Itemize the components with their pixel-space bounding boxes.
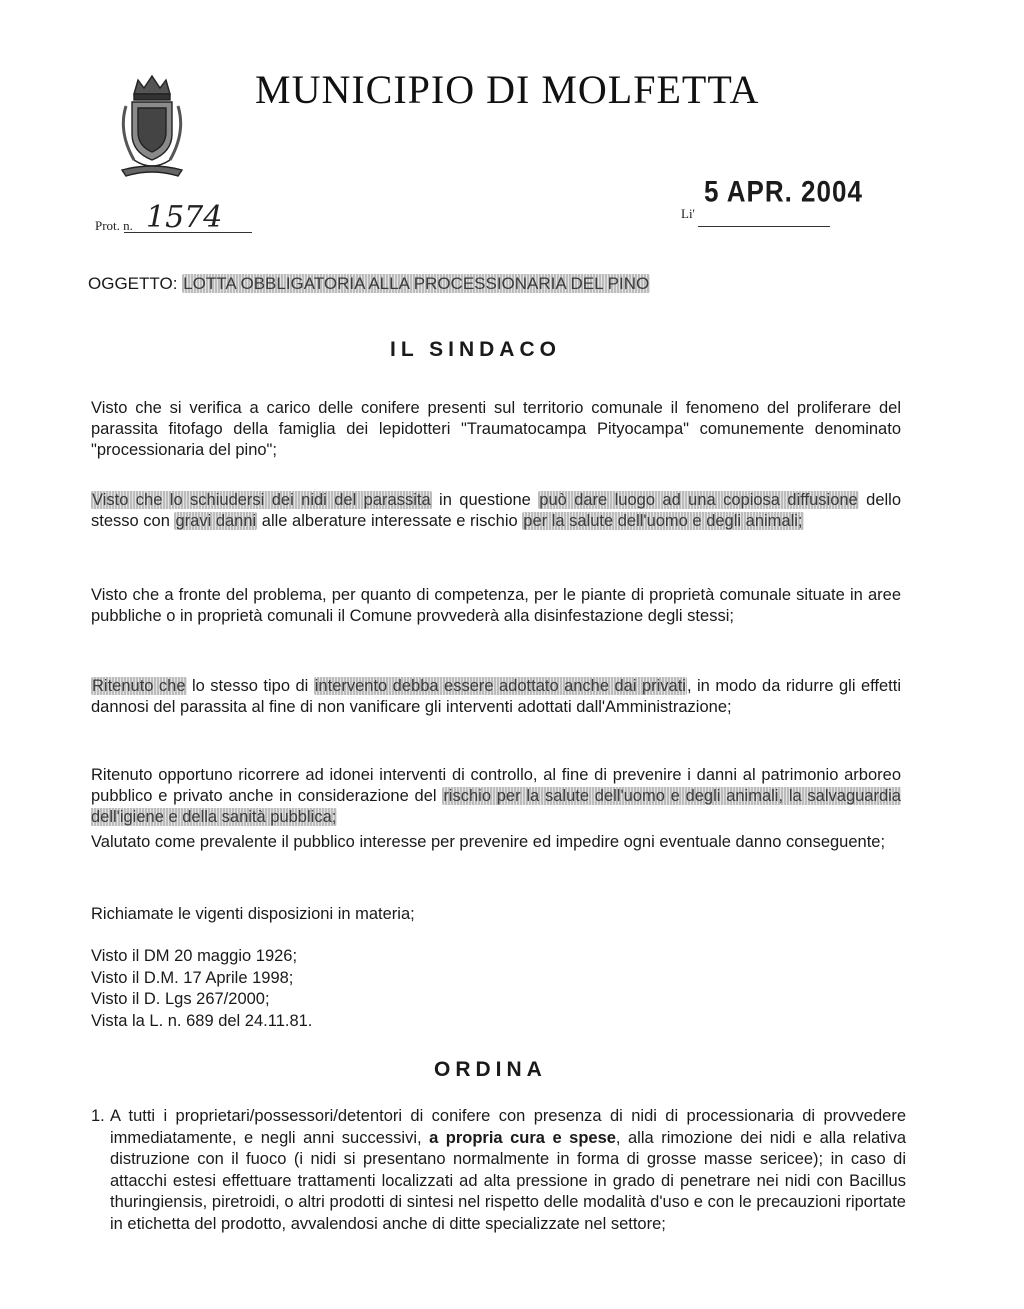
legal-references-list xyxy=(91,946,312,1032)
date-label: Li' xyxy=(681,206,695,221)
highlight-text: rischio per la salute dell'uomo e degli animali, la salvaguardia dell'igiene e della sanità pubblica; xyxy=(91,787,901,826)
protocol-label: Prot. n. xyxy=(95,218,133,233)
paragraph-text: lo stesso tipo di xyxy=(186,677,314,695)
protocol-number: 1574 xyxy=(146,200,223,235)
highlight-text: Visto che lo schiudersi dei nidi del parassita xyxy=(92,491,431,509)
order-text: A tutti i proprietari/possessori/detentori di conifere con presenza di nidi di processionaria di provvedere immediatamente, e negli anni successivi, xyxy=(110,1107,906,1147)
paragraph-ritenuto-2 xyxy=(91,765,901,828)
legal-reference: Vista la L. n. 689 del 24.11.81. xyxy=(91,1011,313,1030)
order-item-text xyxy=(110,1106,906,1235)
paragraph-text: in questione xyxy=(431,491,539,509)
order-text-bold: a propria cura e spese xyxy=(429,1128,616,1147)
paragraph-visto-1: Visto che si verifica a carico delle conifere presenti sul territorio comunale il fenomeno del proliferare del parassita fitofago della famiglia dei lepidotteri "Traumatocampa Pityocampa" comunemente denominato "processionaria del pino"; xyxy=(91,399,901,459)
legal-reference: Visto il D. Lgs 267/2000; xyxy=(91,990,270,1008)
paragraph-ritenuto-1 xyxy=(91,676,901,718)
paragraph-text: , in modo da ridurre gli effetti dannosi del parassita al fine di non vanificare gli interventi adottati dall'Amministrazione; xyxy=(91,677,901,716)
paragraph-text: dello stesso con xyxy=(91,491,902,530)
highlight-text: Ritenuto che xyxy=(92,677,186,695)
order-item xyxy=(91,1106,906,1235)
paragraph-visto-3: Visto che a fronte del problema, per quanto di competenza, per le piante di proprietà comunale situate in aree pubbliche o in proprietà comunali il Comune provvederà alla disinfestazione degli stessi; xyxy=(91,586,901,625)
subject-line xyxy=(88,274,650,294)
date-stamp: 5 APR. 2004 xyxy=(704,173,863,209)
subject-label: OGGETTO: xyxy=(88,274,178,293)
paragraph-visto-2 xyxy=(91,490,901,532)
paragraph-richiamate: Richiamate le vigenti disposizioni in materia; xyxy=(91,905,415,923)
heading-il-sindaco: IL SINDACO xyxy=(390,338,561,361)
subject-text: LOTTA OBBLIGATORIA ALLA PROCESSIONARIA DEL PINO xyxy=(183,274,650,293)
heading-ordina: ORDINA xyxy=(434,1058,547,1081)
municipal-crest-emblem xyxy=(112,72,192,182)
order-text: , alla rimozione dei nidi e alla relativa distruzione con il fuoco (i nidi si presentano normalmente in forma di grosse masse sericee); in caso di attacchi estesi effettuare trattamenti localizzati ad alta pressione in grado di penetrare nei nidi con Bacillus thuringiensis, piretroidi, o altri prodotti di sintesi nel rispetto delle modalità d'uso e con le precauzioni riportate in etichetta del prodotto, avvalendosi anche di ditte specializzate nel settore; xyxy=(110,1128,906,1233)
highlight-text: può dare luogo ad una copiosa diffusione xyxy=(539,491,858,509)
date-underline xyxy=(698,226,830,227)
paragraph-text: alle alberature interessate e rischio xyxy=(257,512,523,530)
order-item-number: 1. xyxy=(91,1107,105,1125)
paragraph-text: Ritenuto opportuno ricorrere ad idonei interventi di controllo, al fine di prevenire i danni al patrimonio arboreo pubblico e privato anche in considerazione del xyxy=(91,766,901,805)
highlight-text: per la salute dell'uomo e degli animali; xyxy=(523,512,803,530)
legal-reference: Visto il DM 20 maggio 1926; xyxy=(91,947,298,965)
protocol-underline xyxy=(124,232,252,233)
page-title: MUNICIPIO DI MOLFETTA xyxy=(255,67,760,112)
highlight-text: gravi danni xyxy=(175,512,257,530)
paragraph-valutato: Valutato come prevalente il pubblico interesse per prevenire ed impedire ogni eventuale danno conseguente; xyxy=(91,833,886,851)
highlight-text: intervento debba essere adottato anche dai privati xyxy=(314,677,686,695)
legal-reference: Visto il D.M. 17 Aprile 1998; xyxy=(91,968,294,987)
